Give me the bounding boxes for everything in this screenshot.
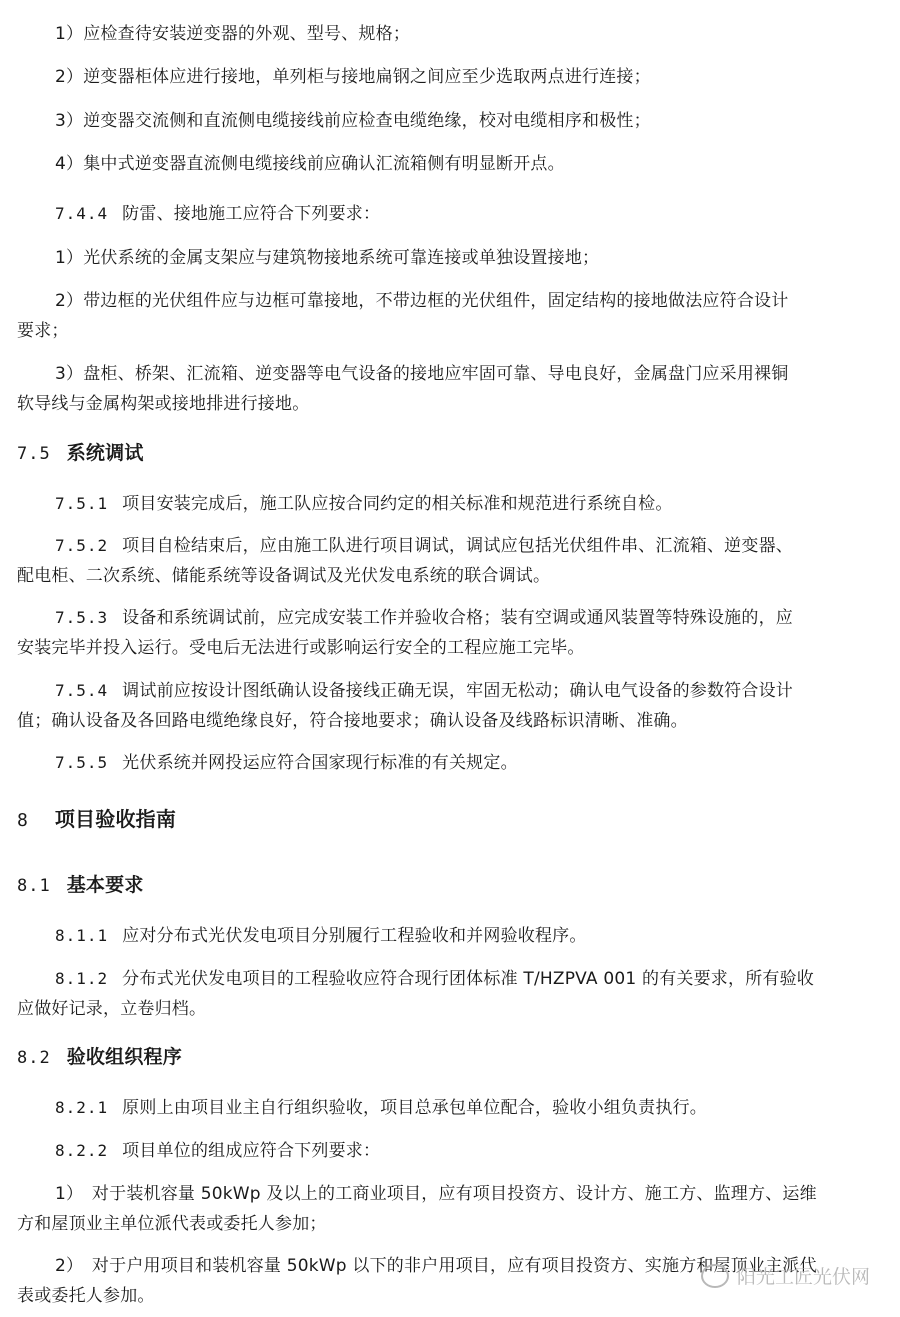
clause-7-5-4 <box>55 676 880 706</box>
chapter-heading-8 <box>17 804 880 836</box>
paragraph: 1） 对于装机容量 50kWp 及以上的工商业项目，应有项目投资方、设计方、施工方、监理方、运维 <box>55 1184 817 1204</box>
paragraph: 2） 对于户用项目和装机容量 50kWp 以下的非户用项目，应有项目投资方、实施方和屋顶业主派代 <box>55 1256 817 1276</box>
paragraph-continuation: 配电柜、二次系统、储能系统等设备调试及光伏发电系统的联合调试。 <box>17 566 551 586</box>
paragraph-continuation: 表或委托人参加。 <box>17 1286 155 1306</box>
section-title: 基本要求 <box>66 874 144 896</box>
watermark-text: 阳光工匠光伏网 <box>736 1266 870 1288</box>
clause-number: 7.5.3 <box>55 608 109 627</box>
paragraph-continuation: 值；确认设备及各回路电缆绝缘良好，符合接地要求；确认设备及线路标识清晰、准确。 <box>17 711 688 731</box>
clause-text: 光伏系统并网投运应符合国家现行标准的有关规定。 <box>122 753 518 773</box>
clause-text: 项目单位的组成应符合下列要求： <box>122 1141 381 1161</box>
paragraph: 2）带边框的光伏组件应与边框可靠接地，不带边框的光伏组件，固定结构的接地做法应符合设计 <box>55 291 789 311</box>
clause-text: 项目安装完成后，施工队应按合同约定的相关标准和规范进行系统自检。 <box>122 494 673 514</box>
clause-number: 8.1.1 <box>55 926 109 945</box>
clause-8-1-1 <box>55 921 880 951</box>
chapter-number: 8 <box>17 810 29 831</box>
paragraph-continuation: 安装完毕并投入运行。受电后无法进行或影响运行安全的工程应施工完毕。 <box>17 638 585 658</box>
clause-number: 7.5.4 <box>55 681 109 700</box>
section-heading-8-1 <box>17 870 880 901</box>
section-title: 系统调试 <box>66 442 144 464</box>
paragraph: 3）逆变器交流侧和直流侧电缆接线前应检查电缆绝缘，校对电缆相序和极性； <box>55 111 651 131</box>
clause-number: 7.4.4 <box>55 204 109 223</box>
clause-number: 8.2.1 <box>55 1098 109 1117</box>
clause-7-5-1 <box>55 489 880 519</box>
clause-7-5-5 <box>55 748 880 778</box>
clause-number: 8.1.2 <box>55 969 109 988</box>
paragraph-continuation: 软导线与金属构架或接地排进行接地。 <box>17 394 310 414</box>
clause-8-2-2 <box>55 1136 880 1166</box>
section-number: 8.1 <box>17 876 51 896</box>
clause-text: 项目自检结束后，应由施工队进行项目调试，调试应包括光伏组件串、汇流箱、逆变器、 <box>122 536 793 556</box>
clause-text: 调试前应按设计图纸确认设备接线正确无误，牢固无松动；确认电气设备的参数符合设计 <box>122 681 793 701</box>
clause-8-2-1 <box>55 1093 880 1123</box>
paragraph: 3）盘柜、桥架、汇流箱、逆变器等电气设备的接地应牢固可靠、导电良好，金属盘门应采用裸铜 <box>55 364 789 384</box>
chapter-title: 项目验收指南 <box>54 807 177 831</box>
clause-7-5-3 <box>55 603 880 633</box>
paragraph-continuation: 方和屋顶业主单位派代表或委托人参加； <box>17 1214 327 1234</box>
clause-8-1-2 <box>55 964 880 994</box>
paragraph: 2）逆变器柜体应进行接地，单列柜与接地扁钢之间应至少选取两点进行连接； <box>55 67 651 87</box>
paragraph-continuation: 应做好记录，立卷归档。 <box>17 999 207 1019</box>
clause-number: 7.5.1 <box>55 494 109 513</box>
clause-number: 8.2.2 <box>55 1141 109 1160</box>
clause-number: 7.5.2 <box>55 536 109 555</box>
section-number: 8.2 <box>17 1048 51 1068</box>
clause-7-4-4 <box>55 199 880 229</box>
clause-number: 7.5.5 <box>55 753 109 772</box>
paragraph: 1）应检查待安装逆变器的外观、型号、规格； <box>55 24 411 44</box>
section-heading-7-5 <box>17 438 880 469</box>
section-title: 验收组织程序 <box>66 1046 182 1068</box>
clause-text: 防雷、接地施工应符合下列要求： <box>122 204 381 224</box>
paragraph-continuation: 要求； <box>17 321 69 341</box>
clause-text: 应对分布式光伏发电项目分别履行工程验收和并网验收程序。 <box>122 926 587 946</box>
clause-text: 原则上由项目业主自行组织验收，项目总承包单位配合，验收小组负责执行。 <box>122 1098 707 1118</box>
paragraph: 1）光伏系统的金属支架应与建筑物接地系统可靠连接或单独设置接地； <box>55 248 600 268</box>
clause-text: 设备和系统调试前，应完成安装工作并验收合格；装有空调或通风装置等特殊设施的，应 <box>122 608 793 628</box>
watermark <box>701 1262 870 1289</box>
clause-7-5-2 <box>55 531 880 561</box>
wechat-icon <box>701 1264 729 1288</box>
paragraph: 4）集中式逆变器直流侧电缆接线前应确认汇流箱侧有明显断开点。 <box>55 154 565 174</box>
section-number: 7.5 <box>17 444 51 464</box>
section-heading-8-2 <box>17 1042 880 1073</box>
clause-text: 分布式光伏发电项目的工程验收应符合现行团体标准 T/HZPVA 001 的有关要求，所有验收 <box>122 969 814 989</box>
